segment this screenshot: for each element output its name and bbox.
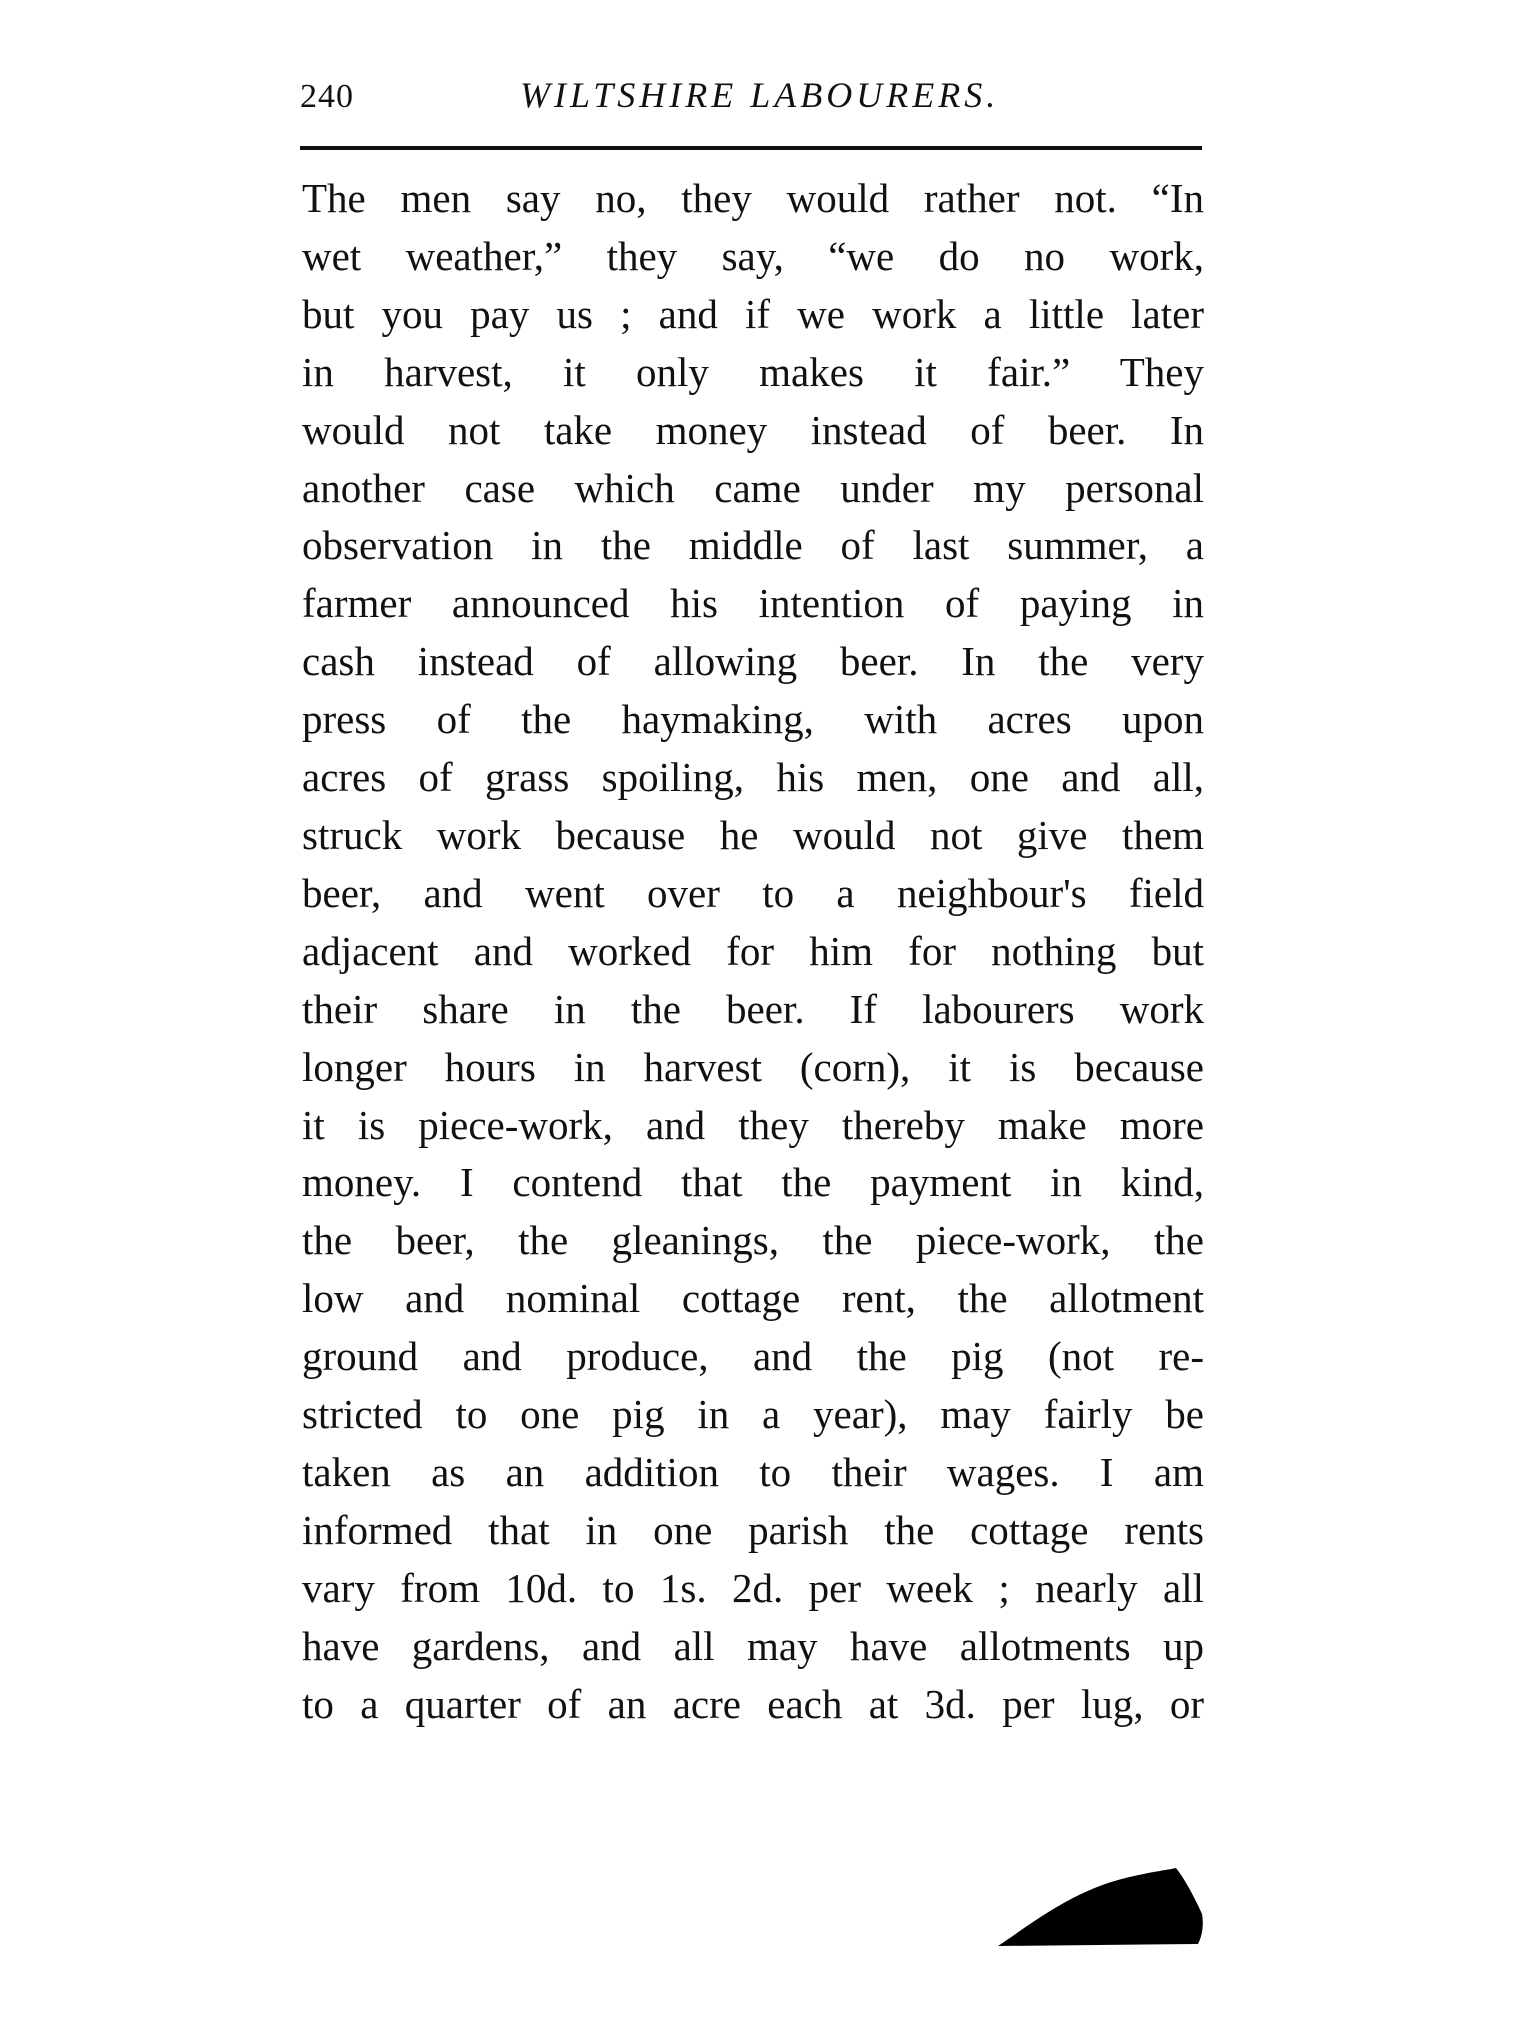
text-line: it is piece-work, and they thereby make more [302, 1101, 1204, 1148]
text-line: adjacent and worked for him for nothing but [302, 927, 1204, 974]
text-line: longer hours in harvest (corn), it is because [302, 1043, 1204, 1090]
text-line: have gardens, and all may have allotments up [302, 1622, 1204, 1669]
text-line: but you pay us ; and if we work a little later [302, 290, 1204, 337]
text-line: their share in the beer. If labourers work [302, 985, 1204, 1032]
text-line: acres of grass spoiling, his men, one and all, [302, 754, 1204, 801]
text-line: another case which came under my personal [302, 464, 1204, 511]
text-line: wet weather,” they say, “we do no work, [302, 232, 1204, 279]
text-line: observation in the middle of last summer, a [302, 522, 1204, 569]
ink-blot [998, 1868, 1204, 1948]
page-number: 240 [300, 78, 354, 115]
text-line: cash instead of allowing beer. In the very [302, 638, 1204, 685]
text-line: to a quarter of an acre each at 3d. per lug, or [302, 1680, 1204, 1727]
text-line: press of the haymaking, with acres upon [302, 696, 1204, 743]
text-line: informed that in one parish the cottage rents [302, 1506, 1204, 1553]
body-text [302, 170, 1204, 1733]
text-line: vary from 10d. to 1s. 2d. per week ; nearly all [302, 1564, 1204, 1611]
text-line: taken as an addition to their wages. I am [302, 1448, 1204, 1495]
running-title: WILTSHIRE LABOURERS. [520, 75, 1000, 115]
text-line: farmer announced his intention of paying in [302, 580, 1204, 627]
text-line: stricted to one pig in a year), may fairly be [302, 1391, 1204, 1438]
text-line: money. I contend that the payment in kind, [302, 1159, 1204, 1206]
text-line: beer, and went over to a neighbour's field [302, 869, 1204, 916]
text-line: struck work because he would not give them [302, 811, 1204, 858]
text-line: would not take money instead of beer. In [302, 406, 1204, 453]
ink-blot-shape [998, 1868, 1203, 1946]
text-line: low and nominal cottage rent, the allotment [302, 1275, 1204, 1322]
text-line: the beer, the gleanings, the piece-work, the [302, 1217, 1204, 1264]
text-line: ground and produce, and the pig (not re- [302, 1333, 1204, 1380]
text-line: in harvest, it only makes it fair.” They [302, 348, 1204, 395]
header-rule [300, 146, 1202, 150]
text-line: The men say no, they would rather not. “In [302, 175, 1204, 221]
